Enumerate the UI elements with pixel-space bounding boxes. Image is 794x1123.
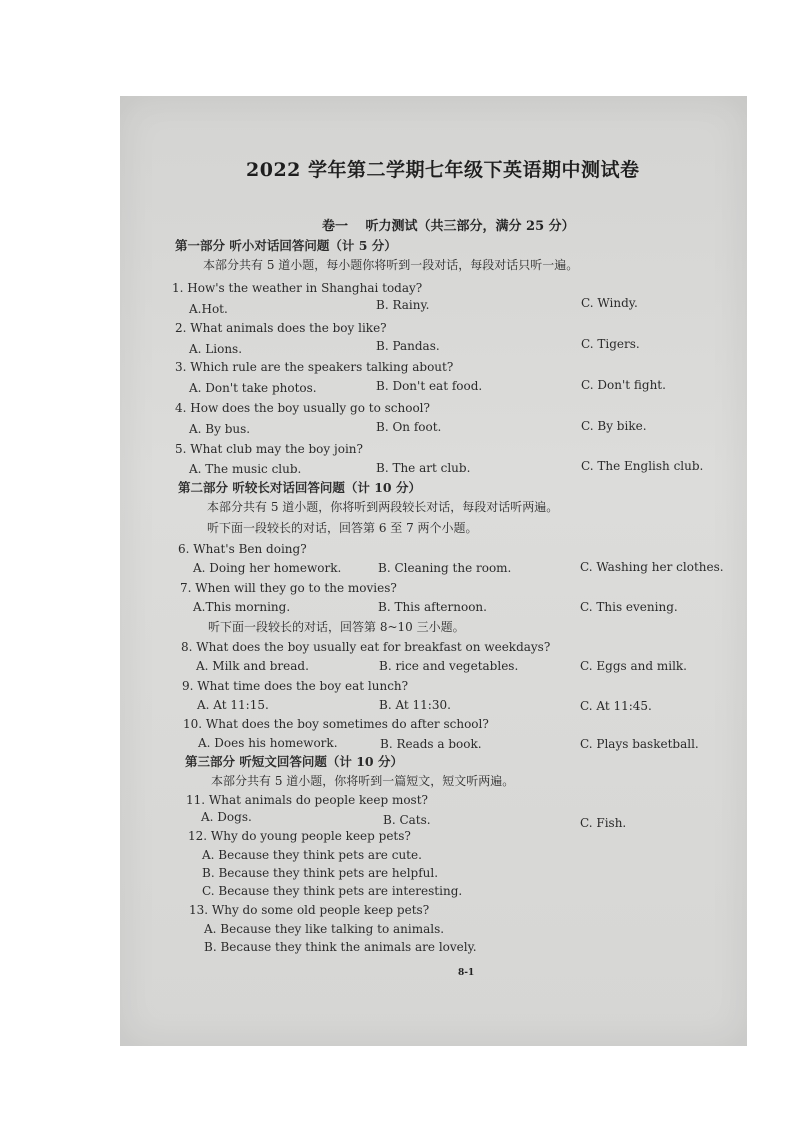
question-7: 7. When will they go to the movies? (180, 581, 397, 595)
q12-option-b: B. Because they think pets are helpful. (202, 866, 439, 880)
q10-option-b: B. Reads a book. (380, 737, 482, 751)
q4-option-a: A. By bus. (189, 422, 251, 436)
part-2-note: 本部分共有 5 道小题，你将听到两段较长对话，每段对话听两遍。 (207, 500, 559, 514)
part-1-note: 本部分共有 5 道小题，每小题你将听到一段对话，每段对话只听一遍。 (203, 258, 579, 272)
q2-option-c: C. Tigers. (581, 337, 640, 351)
q3-option-a: A. Don't take photos. (189, 381, 317, 395)
q7-option-c: C. This evening. (580, 600, 678, 614)
q6-option-a: A. Doing her homework. (193, 561, 342, 575)
q9-option-a: A. At 11:15. (197, 698, 269, 712)
question-10: 10. What does the boy sometimes do after school? (183, 717, 489, 731)
question-4: 4. How does the boy usually go to school? (175, 401, 430, 415)
q8-option-c: C. Eggs and milk. (580, 659, 687, 673)
q2-option-b: B. Pandas. (376, 339, 440, 353)
question-12: 12. Why do young people keep pets? (188, 829, 411, 843)
q5-option-a: A. The music club. (189, 462, 302, 476)
q7-option-a: A.This morning. (193, 600, 291, 614)
q11-option-c: C. Fish. (580, 816, 627, 830)
q10-option-a: A. Does his homework. (198, 736, 338, 750)
exam-title: 2022 学年第二学期七年级下英语期中测试卷 (246, 159, 640, 181)
part-1-heading: 第一部分 听小对话回答问题（计 5 分） (175, 238, 397, 253)
part-2-heading: 第二部分 听较长对话回答问题（计 10 分） (178, 480, 421, 495)
q11-option-a: A. Dogs. (201, 810, 252, 824)
part-2-instruction-1: 听下面一段较长的对话，回答第 6 至 7 两个小题。 (207, 521, 478, 535)
q12-option-a: A. Because they think pets are cute. (202, 848, 422, 862)
question-8: 8. What does the boy usually eat for breakfast on weekdays? (181, 640, 551, 654)
q1-option-a: A.Hot. (189, 302, 228, 316)
q5-option-c: C. The English club. (581, 459, 704, 473)
q3-option-b: B. Don't eat food. (376, 379, 483, 393)
q7-option-b: B. This afternoon. (378, 600, 487, 614)
question-13: 13. Why do some old people keep pets? (189, 903, 430, 917)
question-5: 5. What club may the boy join? (175, 442, 363, 456)
question-2: 2. What animals does the boy like? (175, 321, 387, 335)
q13-option-a: A. Because they like talking to animals. (204, 922, 445, 936)
part-3-heading: 第三部分 听短文回答问题（计 10 分） (185, 754, 403, 769)
volume-heading: 卷一 听力测试（共三部分，满分 25 分） (322, 219, 575, 234)
q11-option-b: B. Cats. (383, 813, 431, 827)
q6-option-b: B. Cleaning the room. (378, 561, 512, 575)
question-9: 9. What time does the boy eat lunch? (182, 679, 409, 693)
q8-option-b: B. rice and vegetables. (379, 659, 519, 673)
q13-option-b: B. Because they think the animals are lovely. (204, 940, 477, 954)
page-number: 8-1 (458, 968, 475, 978)
part-2-instruction-2: 听下面一段较长的对话，回答第 8~10 三小题。 (208, 620, 465, 634)
q4-option-b: B. On foot. (376, 420, 442, 434)
q3-option-c: C. Don't fight. (581, 378, 666, 392)
q1-option-c: C. Windy. (581, 296, 638, 310)
q9-option-c: C. At 11:45. (580, 699, 652, 713)
part-3-note: 本部分共有 5 道小题，你将听到一篇短文，短文听两遍。 (211, 774, 515, 788)
q8-option-a: A. Milk and bread. (196, 659, 309, 673)
question-1: 1. How's the weather in Shanghai today? (172, 281, 423, 295)
q10-option-c: C. Plays basketball. (580, 737, 699, 751)
q5-option-b: B. The art club. (376, 461, 471, 475)
q2-option-a: A. Lions. (189, 342, 243, 356)
q1-option-b: B. Rainy. (376, 298, 430, 312)
question-3: 3. Which rule are the speakers talking about? (175, 360, 454, 374)
q4-option-c: C. By bike. (581, 419, 647, 433)
question-6: 6. What's Ben doing? (178, 542, 307, 556)
q6-option-c: C. Washing her clothes. (580, 560, 724, 574)
q12-option-c: C. Because they think pets are interesting. (202, 884, 463, 898)
question-11: 11. What animals do people keep most? (186, 793, 428, 807)
q9-option-b: B. At 11:30. (379, 698, 451, 712)
